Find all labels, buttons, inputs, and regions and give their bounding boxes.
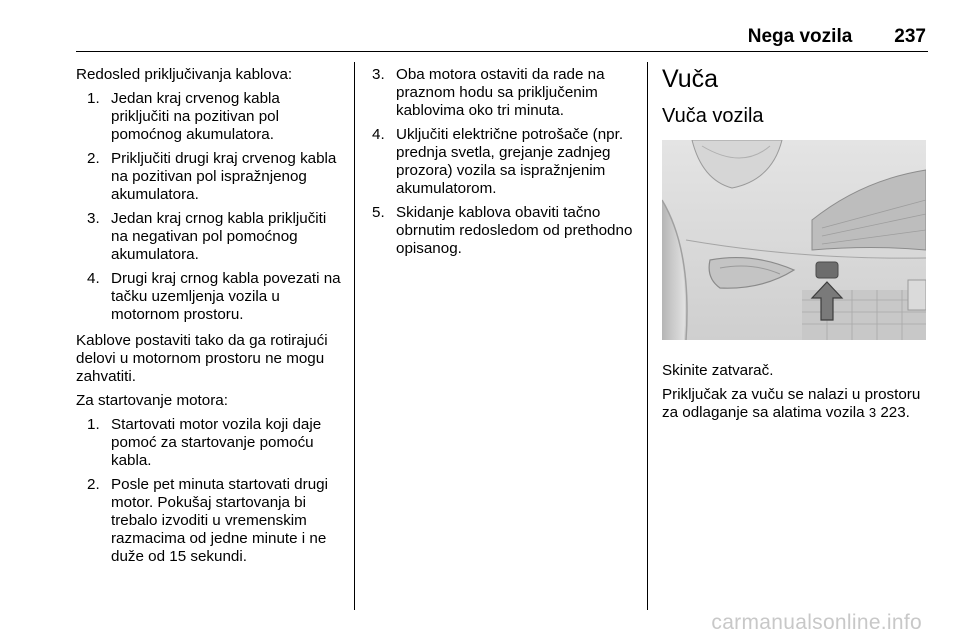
list-item xyxy=(87,150,342,204)
cable-routing-paragraph: Kablove postaviti tako da ga rotirajući delovi u motornom prostoru ne mogu zahvatiti. xyxy=(76,332,328,385)
towing-eye-text: Priključak za vuču se nalazi u prostoru za odlaganje sa alatima vozila xyxy=(662,386,921,421)
start-engine-intro: Za startovanje motora: xyxy=(76,392,228,409)
header-section-title: Nega vozila xyxy=(747,26,853,47)
connect-steps-list xyxy=(76,90,342,324)
section-title: Vuča xyxy=(662,65,719,93)
step-number: 5. xyxy=(372,204,385,221)
list-item xyxy=(372,66,634,120)
step-text: Jedan kraj crvenog kabla priključiti na pozitivan pol pomoćnog akumulatora. xyxy=(111,90,280,143)
step-number: 4. xyxy=(372,126,385,143)
list-item xyxy=(87,416,342,470)
list-item xyxy=(87,476,342,566)
page-number: 237 xyxy=(894,26,926,47)
step-text: Jedan kraj crnog kabla priključiti na negativan pol pomoćnog akumulatora. xyxy=(111,210,327,263)
left-column xyxy=(76,66,342,574)
connect-order-intro: Redosled priključivanja kablova: xyxy=(76,66,293,83)
step-text: Priključiti drugi kraj crvenog kabla na pozitivan pol ispražnjenog akumulatora. xyxy=(111,150,337,203)
step-number: 1. xyxy=(87,416,100,433)
towing-eye-paragraph xyxy=(662,386,928,422)
middle-column xyxy=(372,66,634,266)
step-text: Skidanje kablova obaviti tačno obrnutim redosledom od prethodno opisanog. xyxy=(396,204,633,257)
column-divider-1 xyxy=(354,62,355,610)
list-item xyxy=(372,204,634,258)
step-text: Oba motora ostaviti da rade na praznom hodu sa priključenim kablovima oko tri minuta. xyxy=(396,66,605,119)
start-steps-list xyxy=(76,416,342,566)
step-text: Posle pet minuta startovati drugi motor. Pokušaj startovanja bi trebalo izvoditi u vremenskim razmacima od jedne minute i ne duže od 15 sekundi. xyxy=(111,476,328,565)
page-reference-icon: 3 xyxy=(868,405,877,420)
list-item xyxy=(87,270,342,324)
list-item xyxy=(87,90,342,144)
reference-page: 223. xyxy=(880,404,910,421)
step-number: 1. xyxy=(87,90,100,107)
step-number: 2. xyxy=(87,476,100,493)
column-divider-2 xyxy=(647,62,648,610)
header-rule xyxy=(76,51,928,52)
continued-steps-list xyxy=(372,66,634,258)
step-text: Startovati motor vozila koji daje pomoć za startovanje pomoću kabla. xyxy=(111,416,322,469)
right-column xyxy=(662,66,928,428)
step-number: 3. xyxy=(372,66,385,83)
step-number: 3. xyxy=(87,210,100,227)
step-text: Uključiti električne potrošače (npr. prednja svetla, grejanje zadnjeg prozora) vozila sa ispražnjenim akumulatorom. xyxy=(396,126,624,197)
photo-caption: Skinite zatvarač. xyxy=(662,362,774,379)
list-item xyxy=(87,210,342,264)
page-header xyxy=(748,26,926,48)
subsection-title: Vuča vozila xyxy=(662,105,764,127)
step-number: 2. xyxy=(87,150,100,167)
towing-eye-cover-photo xyxy=(662,140,926,340)
step-number: 4. xyxy=(87,270,100,287)
watermark: carmanualsonline.info xyxy=(711,611,922,634)
list-item xyxy=(372,126,634,198)
step-text: Drugi kraj crnog kabla povezati na tačku uzemljenja vozila u motornom prostoru. xyxy=(111,270,341,323)
